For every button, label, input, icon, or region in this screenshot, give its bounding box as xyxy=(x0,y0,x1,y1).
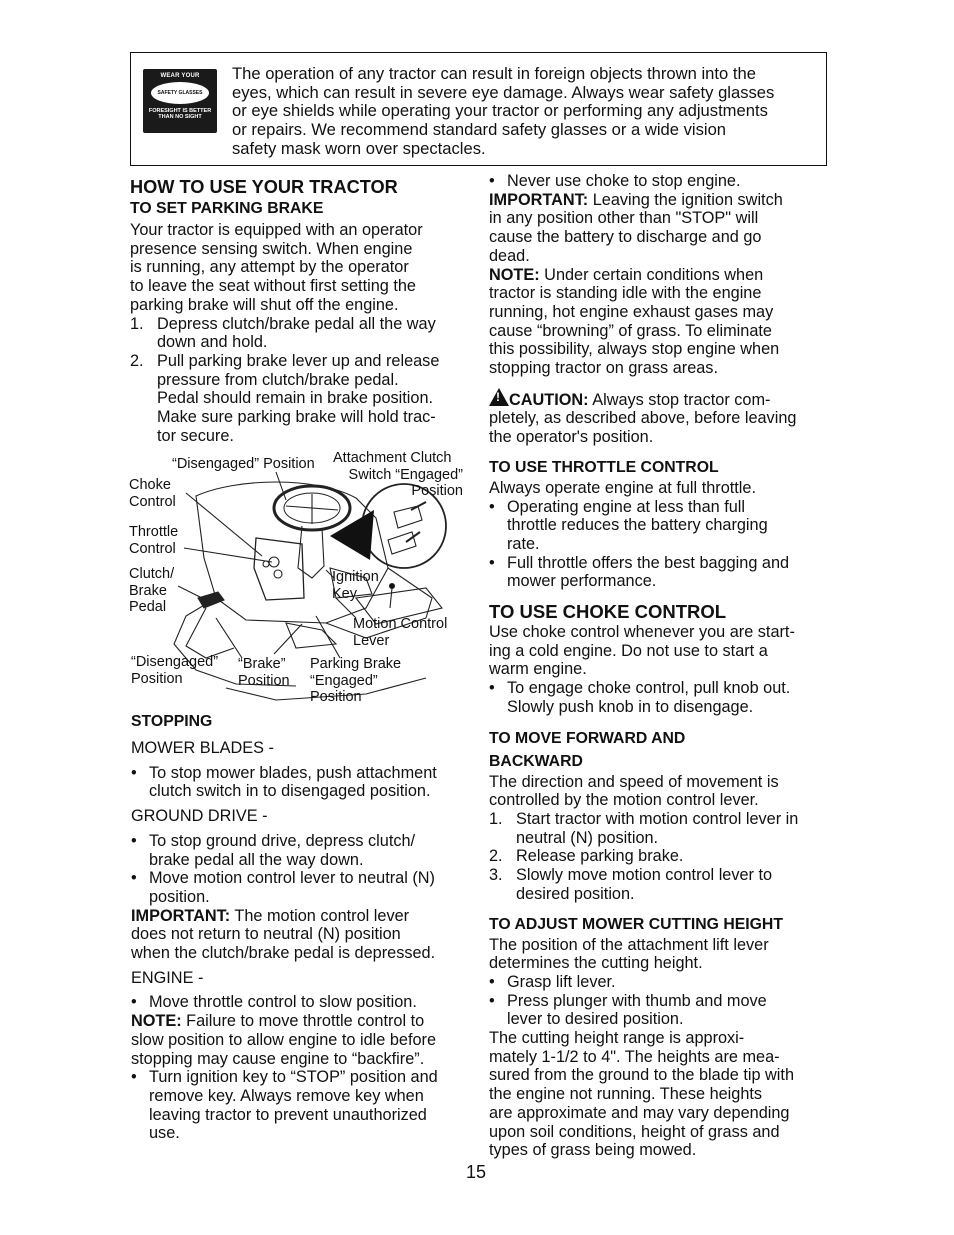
label-line: Motion Control xyxy=(353,616,448,632)
bullet: • xyxy=(489,679,495,698)
label-line: Switch “Engaged” xyxy=(348,466,463,483)
text-line: ing a cold engine. Do not use to start a xyxy=(489,641,768,660)
step-text xyxy=(516,810,829,847)
label-line: Ignition xyxy=(332,569,379,585)
heading-line: BACKWARD xyxy=(489,752,583,770)
bullet: • xyxy=(131,1068,137,1087)
list-item xyxy=(131,993,469,1012)
list-item xyxy=(489,973,829,992)
list-item xyxy=(130,352,468,446)
text-line: The position of the attachment lift lever xyxy=(489,935,769,954)
text-line: types of grass being mowed. xyxy=(489,1141,697,1160)
list-item xyxy=(489,554,829,591)
label-motion-control-lever xyxy=(353,616,447,649)
bullet-text xyxy=(149,832,469,869)
label-line: Attachment Clutch xyxy=(333,450,452,466)
bullet: • xyxy=(489,497,495,516)
text-line: Press plunger with thumb and move xyxy=(507,991,767,1010)
text-line: controlled by the motion control lever. xyxy=(489,791,759,810)
caution-paragraph xyxy=(489,387,829,410)
warning-line: The operation of any tractor can result in foreign objects thrown into the xyxy=(232,64,756,83)
text-line: the engine not running. These heights xyxy=(489,1085,763,1104)
badge-line-3: FORESIGHT IS BETTER THAN NO SIGHT xyxy=(148,108,212,121)
text-line: tor secure. xyxy=(157,426,234,445)
list-item xyxy=(131,1068,469,1143)
label-clutch-brake-pedal xyxy=(129,566,174,616)
bullet-text xyxy=(507,679,829,716)
note-label: NOTE: xyxy=(131,1012,182,1031)
text-line: To stop mower blades, push attachment xyxy=(149,763,437,782)
step-text xyxy=(157,315,468,352)
list-item xyxy=(131,764,469,801)
text-line: cause “browning” of grass. To eliminate xyxy=(489,321,772,340)
tractor-controls-diagram xyxy=(126,448,466,710)
list-item xyxy=(489,679,829,716)
text-line: down and hold. xyxy=(157,333,268,352)
bullet: • xyxy=(131,993,137,1012)
text-line: in any position other than "STOP" will xyxy=(489,209,759,228)
text-line: cause the battery to discharge and go xyxy=(489,228,762,247)
label-line: Lever xyxy=(353,632,390,649)
text-line: Under certain conditions when xyxy=(539,265,764,284)
text-line: are approximate and may vary depending xyxy=(489,1103,790,1122)
list-item xyxy=(131,832,469,869)
label-line: Clutch/ xyxy=(129,566,175,582)
text-line: remove key. Always remove key when xyxy=(149,1086,424,1105)
list-item xyxy=(489,992,829,1029)
bullet: • xyxy=(489,553,495,572)
text-line: determines the cutting height. xyxy=(489,954,703,973)
text-line: Release parking brake. xyxy=(516,847,684,866)
badge-line-2: SAFETY GLASSES xyxy=(151,82,209,104)
text-line: rate. xyxy=(507,534,540,553)
bullet-text xyxy=(149,869,469,906)
label-line: Key xyxy=(332,585,357,602)
text-line: parking brake will shut off the engine. xyxy=(130,295,399,314)
text-line: Pedal should remain in brake position. xyxy=(157,389,434,408)
text-line: leaving tractor to prevent unauthorized xyxy=(149,1105,427,1124)
bullet: • xyxy=(131,831,137,850)
text-line: The motion control lever xyxy=(230,906,410,925)
warning-line: or eye shields while operating your tractor or performing any adjustments xyxy=(232,101,768,121)
text-line: this possibility, always stop engine when xyxy=(489,340,780,359)
bullet-text xyxy=(507,498,829,554)
left-column xyxy=(130,176,468,445)
bullet-text xyxy=(507,992,829,1029)
step-text xyxy=(516,866,829,903)
text-line: Turn ignition key to “STOP” position and xyxy=(149,1068,438,1087)
text-line: upon soil conditions, height of grass and xyxy=(489,1122,780,1141)
step-number: 1. xyxy=(130,314,144,333)
choke-heading: TO USE CHOKE CONTROL xyxy=(489,601,727,623)
text-line: Start tractor with motion control lever in xyxy=(516,809,799,828)
text-line: Grasp lift lever. xyxy=(507,972,616,991)
text-line: Failure to move throttle control to xyxy=(181,1012,425,1031)
label-line: Position xyxy=(238,672,290,689)
label-line: Choke xyxy=(129,477,171,493)
list-item xyxy=(130,315,468,352)
engine-label: ENGINE - xyxy=(131,968,204,987)
text-line: clutch switch in to disengaged position. xyxy=(149,782,431,801)
caution-label: CAUTION: xyxy=(509,390,589,409)
text-line: To engage choke control, pull knob out. xyxy=(507,679,791,698)
text-line: Slowly move motion control lever to xyxy=(516,866,773,885)
ground-drive-label: GROUND DRIVE - xyxy=(131,807,268,826)
step-number: 2. xyxy=(130,351,144,370)
text-line: The cutting height range is approxi- xyxy=(489,1029,745,1048)
label-line: Control xyxy=(129,493,176,510)
text-line: mower performance. xyxy=(507,572,657,591)
mower-blades-label: MOWER BLADES - xyxy=(131,739,274,757)
list-item xyxy=(489,810,829,847)
text-line: position. xyxy=(149,887,210,906)
step-number: 1. xyxy=(489,809,503,828)
label-disengaged-bottom xyxy=(131,654,218,687)
text-line: brake pedal all the way down. xyxy=(149,850,364,869)
label-line: Position xyxy=(310,689,362,705)
text-line: pressure from clutch/brake pedal. xyxy=(157,370,399,389)
text-line: neutral (N) position. xyxy=(516,828,659,847)
text-line: Leaving the ignition switch xyxy=(588,190,783,209)
step-text xyxy=(157,352,468,446)
section-title: HOW TO USE YOUR TRACTOR xyxy=(130,177,398,197)
text-line: does not return to neutral (N) position xyxy=(131,925,401,944)
text-line: the operator's position. xyxy=(489,428,654,447)
important-paragraph xyxy=(489,191,829,210)
bullet: • xyxy=(131,763,137,782)
bullet-text: Move throttle control to slow position. xyxy=(149,993,417,1012)
text-line: when the clutch/brake pedal is depressed. xyxy=(131,944,436,963)
parking-brake-heading: TO SET PARKING BRAKE xyxy=(130,200,324,217)
bullet-text xyxy=(149,1068,469,1143)
list-item xyxy=(489,498,829,554)
label-line: “Disengaged” xyxy=(131,654,219,670)
badge-line-1: WEAR YOUR xyxy=(160,73,200,79)
note-paragraph xyxy=(131,1012,469,1031)
text-line: is running, any attempt by the operator xyxy=(130,258,409,277)
bullet: • xyxy=(489,172,495,190)
label-line: Brake xyxy=(129,582,167,599)
important-paragraph xyxy=(131,907,469,926)
text-line: Operating engine at less than full xyxy=(507,497,746,516)
label-line: Pedal xyxy=(129,599,167,615)
label-line: Position xyxy=(131,670,183,687)
bullet-text xyxy=(507,973,829,992)
text-line: dead. xyxy=(489,246,530,265)
warning-text xyxy=(232,65,820,159)
note-paragraph xyxy=(489,266,829,285)
text-line: Slowly push knob in to disengage. xyxy=(507,697,754,716)
label-parking-brake-engaged xyxy=(310,656,401,706)
text-line: slow position to allow engine to idle before xyxy=(131,1030,437,1049)
text-line: tractor is standing idle with the engine xyxy=(489,284,762,303)
label-line: Throttle xyxy=(129,524,179,540)
warning-line: or repairs. We recommend standard safety glasses or a wide vision xyxy=(232,120,727,140)
list-item xyxy=(131,869,469,906)
label-line: Position xyxy=(411,483,463,499)
text-line: sured from the ground to the blade tip with xyxy=(489,1066,795,1085)
bullet: • xyxy=(489,972,495,991)
text-line: To stop ground drive, depress clutch/ xyxy=(149,831,416,850)
bullet-text xyxy=(507,554,829,591)
text-line: Always stop tractor com- xyxy=(588,390,771,409)
text-line: mately 1-1/2 to 4". The heights are mea- xyxy=(489,1047,780,1066)
text-line: warm engine. xyxy=(489,660,587,679)
text-line: desired position. xyxy=(516,884,635,903)
stopping-section xyxy=(131,711,469,1143)
text-line: Your tractor is equipped with an operator xyxy=(130,221,423,239)
label-ignition-key xyxy=(332,569,379,602)
text-line: running, hot engine exhaust gases may xyxy=(489,302,774,321)
bullet-text: Never use choke to stop engine. xyxy=(507,172,741,190)
text-line: Make sure parking brake will hold trac- xyxy=(157,408,436,427)
text-line: Depress clutch/brake pedal all the way xyxy=(157,314,436,333)
throttle-heading: TO USE THROTTLE CONTROL xyxy=(489,458,719,476)
text-line: stopping may cause engine to “backfire”. xyxy=(131,1049,425,1068)
label-attachment-clutch xyxy=(333,450,463,500)
text-line: The direction and speed of movement is xyxy=(489,772,779,791)
page-number: 15 xyxy=(466,1162,487,1182)
bullet: • xyxy=(489,991,495,1010)
text-line: Full throttle offers the best bagging and xyxy=(507,553,790,572)
important-label: IMPORTANT: xyxy=(489,190,589,209)
text-line: presence sensing switch. When engine xyxy=(130,239,413,258)
text-line: Always operate engine at full throttle. xyxy=(489,478,756,497)
move-heading xyxy=(489,727,829,773)
note-label: NOTE: xyxy=(489,265,540,284)
step-number: 2. xyxy=(489,847,503,866)
text-line: Move motion control lever to neutral (N) xyxy=(149,869,435,888)
important-label: IMPORTANT: xyxy=(131,906,231,925)
list-item xyxy=(489,847,829,866)
label-line: Parking Brake xyxy=(310,656,402,672)
label-brake-position xyxy=(238,656,290,689)
cutting-height-heading: TO ADJUST MOWER CUTTING HEIGHT xyxy=(489,915,783,933)
text-line: use. xyxy=(149,1124,180,1143)
list-item xyxy=(489,172,829,191)
safety-glasses-badge-icon xyxy=(143,69,217,133)
right-column xyxy=(489,172,829,1160)
label-line: Control xyxy=(129,540,176,557)
parking-intro xyxy=(130,221,468,315)
bullet-text xyxy=(149,764,469,801)
label-line: “Brake” xyxy=(238,656,286,672)
label-line: “Engaged” xyxy=(310,672,378,689)
warning-line: safety mask worn over spectacles. xyxy=(232,138,486,158)
text-line: throttle reduces the battery charging xyxy=(507,516,768,535)
text-line: Pull parking brake lever up and release xyxy=(157,351,440,370)
text-line: to leave the seat without first setting the xyxy=(130,277,416,296)
list-item xyxy=(489,866,829,903)
text-line: Use choke control whenever you are start- xyxy=(489,623,795,642)
bullet: • xyxy=(131,869,137,888)
label-disengaged-top: “Disengaged” Position xyxy=(172,456,315,472)
text-line: stopping tractor on grass areas. xyxy=(489,359,718,378)
label-throttle-control xyxy=(129,524,178,557)
safety-warning-box xyxy=(130,52,827,166)
step-number: 3. xyxy=(489,866,503,885)
caution-warning-icon xyxy=(489,388,509,406)
stopping-heading: STOPPING xyxy=(131,713,213,730)
label-choke-control xyxy=(129,477,176,510)
text-line: pletely, as described above, before leaving xyxy=(489,409,797,428)
step-text xyxy=(516,847,829,866)
heading-line: TO MOVE FORWARD AND xyxy=(489,729,686,747)
warning-line: eyes, which can result in severe eye damage. Always wear safety glasses xyxy=(232,82,775,102)
text-line: lever to desired position. xyxy=(507,1010,684,1029)
